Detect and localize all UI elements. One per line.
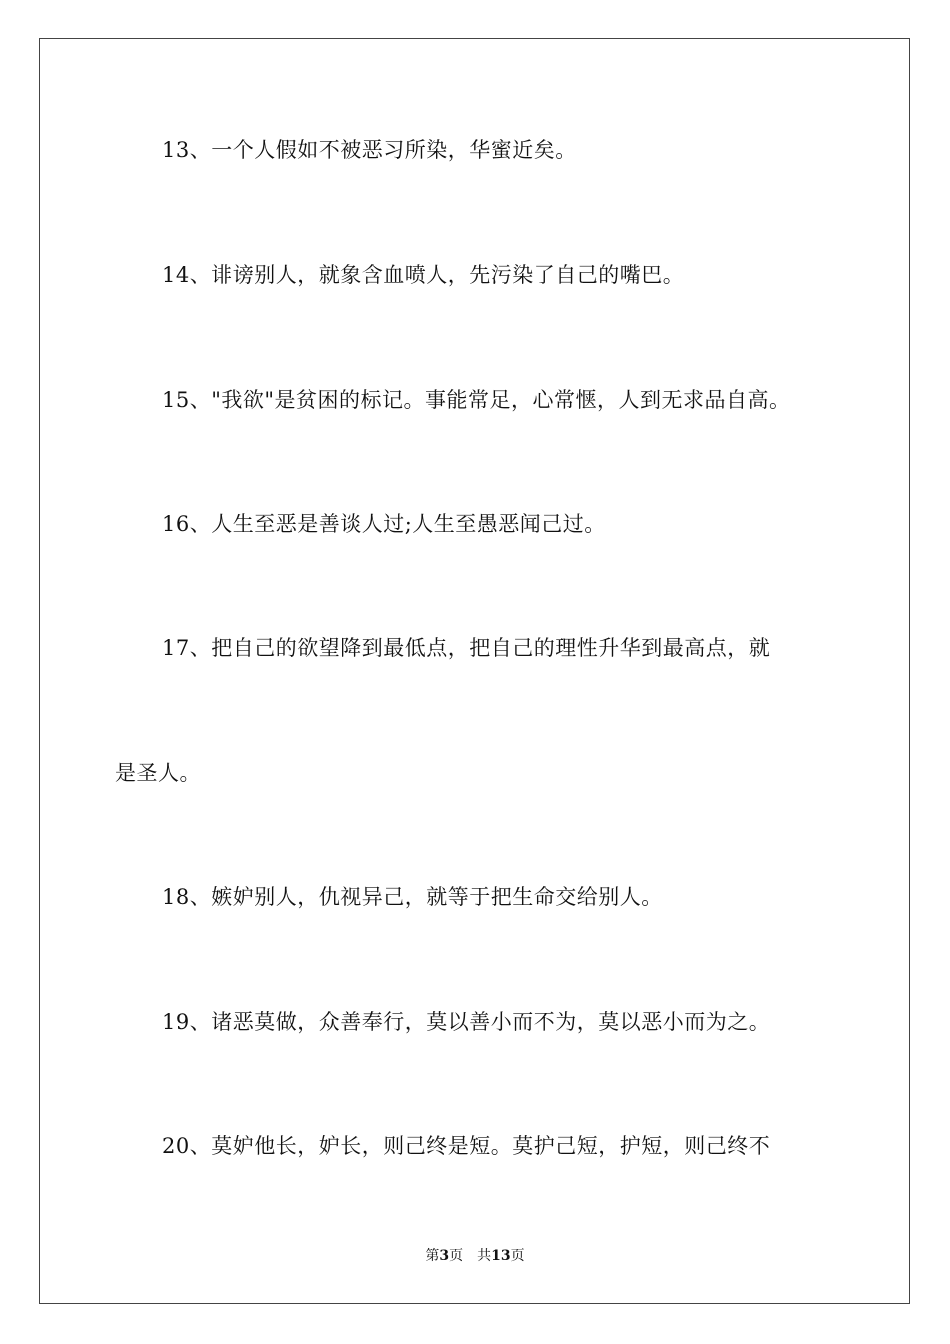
quote-14: 14、诽谤别人，就象含血喷人，先污染了自己的嘴巴。 [162,263,685,287]
quote-13: 13、一个人假如不被恶习所染，华蜜近矣。 [162,138,577,162]
quote-18: 18、嫉妒别人，仇视异己，就等于把生命交给别人。 [162,885,663,909]
quote-17-continuation: 是圣人。 [115,761,201,785]
quote-16: 16、人生至恶是善谈人过;人生至愚恶闻己过。 [162,512,606,536]
footer-total-prefix: 共 [477,1248,492,1264]
page-footer [0,1246,950,1266]
quote-20: 20、莫妒他长，妒长，则己终是短。莫护己短，护短，则己终不 [162,1134,771,1158]
footer-page-current: 3 [439,1248,450,1264]
quote-19: 19、诸恶莫做，众善奉行，莫以善小而不为，莫以恶小而为之。 [162,1010,771,1034]
page-frame [39,38,910,1304]
footer-page-unit: 页 [449,1248,464,1264]
quote-17: 17、把自己的欲望降到最低点，把自己的理性升华到最高点，就 [162,636,771,660]
footer-page-total: 13 [491,1248,511,1264]
quote-15: 15、"我欲"是贫困的标记。事能常足，心常惬，人到无求品自高。 [162,388,791,412]
footer-page-prefix: 第 [425,1248,440,1264]
footer-total-unit: 页 [510,1248,525,1264]
